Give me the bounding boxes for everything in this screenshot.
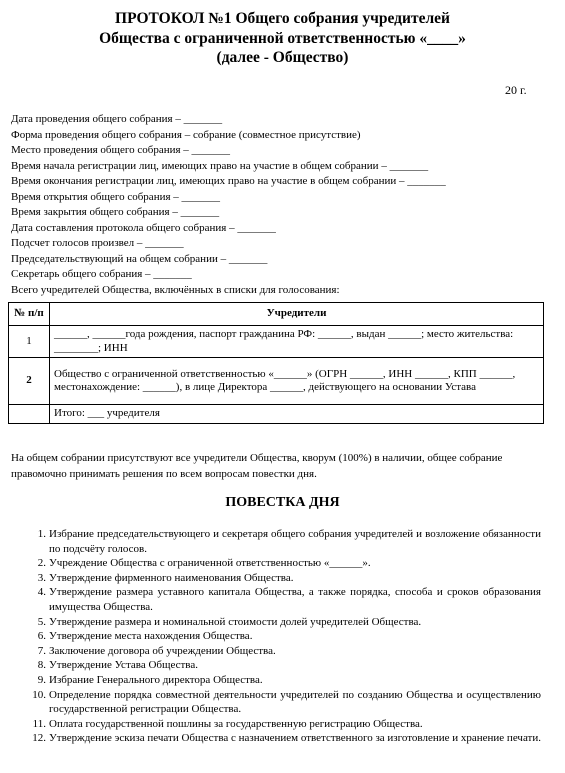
row-number [9,405,50,424]
item-text: Заключение договора об учреждении Общества. [49,644,276,657]
row-number: 1 [9,326,50,358]
item-number: 1. [37,528,46,540]
table-header-row [9,303,544,326]
list-item [0,658,541,673]
item-number: 6. [37,630,46,643]
item-number: 2. [37,557,46,570]
founder-cell: ______, ______года рождения, паспорт гражданина РФ: ______, выдан ______; место жительства: ________; ИНН [50,326,544,358]
item-number: 5. [37,615,46,628]
info-opening-time: Время открытия общего собрания – _______ [11,190,221,203]
info-registration-start: Время начала регистрации лиц, имеющих право на участие в общем собрании – _______ [11,159,429,172]
item-text: Утверждение фирменного наименования Общества. [49,571,294,584]
list-item [0,688,541,717]
doc-title-line-3: (далее - Общество) [216,49,349,66]
column-header-founders: Учредители [50,303,544,326]
doc-date: 20 г. [505,83,527,97]
info-meeting-place: Место проведения общего собрания – _______ [11,144,231,156]
agenda-list [0,527,565,746]
info-chairman: Председательствующий на общем собрании – _______ [11,252,268,265]
doc-title-line-1: ПРОТОКОЛ №1 Общего собрания учредителей [115,10,450,27]
quorum-paragraph: На общем собрании присутствуют все учредители Общества, кворум (100%) в наличии, общее собрание правомочно принимать решения по всем вопросам повестки дня. [11,452,503,480]
meeting-info [11,112,446,298]
item-number: 9. [37,673,46,686]
item-number: 3. [37,571,46,584]
item-number: 12. [32,732,46,745]
list-item [0,615,541,630]
info-protocol-date: Дата составления протокола общего собрания – _______ [11,221,276,234]
agenda-title: ПОВЕСТКА ДНЯ [225,495,340,510]
item-text: Утверждение Устава Общества. [49,659,198,672]
list-item [0,717,541,732]
info-closing-time: Время закрытия общего собрания – _______ [11,206,220,218]
founder-cell: Общество с ограниченной ответственностью «______» (ОГРН ______, ИНН ______, КПП ______, местонахождение: ______), в лице Директора ______, действующего на основании Устава [50,358,544,405]
item-number: 11. [32,717,46,730]
info-vote-counter: Подсчет голосов произвел – _______ [11,237,184,249]
item-text: Учреждение Общества с ограниченной ответственностью «______». [49,557,371,570]
list-item [0,673,541,688]
row-number: 2 [9,358,50,405]
info-secretary: Секретарь общего собрания – _______ [11,268,192,280]
list-item [0,585,541,614]
list-item [0,644,541,659]
item-text: Утверждение размера уставного капитала Общества, а также порядка, способа и сроков образования имущества Общества. [49,586,541,613]
table-row [9,358,544,405]
item-text: Утверждение места нахождения Общества. [49,630,253,643]
founders-table [8,302,544,424]
list-item [0,556,541,571]
doc-title-line-2: Общества с ограниченной ответственностью «____» [99,30,466,47]
info-meeting-date: Дата проведения общего собрания – _______ [11,113,223,125]
table-row [9,326,544,358]
item-number: 8. [37,659,46,672]
list-item [0,527,541,556]
item-text: Утверждение размера и номинальной стоимости долей учредителей Общества. [49,615,422,628]
item-text: Оплата государственной пошлины за государственную регистрацию Общества. [49,717,423,730]
info-meeting-form: Форма проведения общего собрания – собрание (совместное присутствие) [11,128,361,141]
item-text: Избрание Генерального директора Общества. [49,673,263,686]
item-number: 4. [37,586,46,599]
item-text: Утверждение эскиза печати Общества с назначением ответственного за изготовление и хранение печати. [49,732,541,745]
total-cell: Итого: ___ учредителя [50,405,544,424]
item-number: 10. [32,688,46,701]
table-row-total [9,405,544,424]
info-registration-end: Время окончания регистрации лиц, имеющих право на участие в общем собрании – _______ [11,175,446,187]
list-item [0,731,541,746]
item-text: Определение порядка совместной деятельности учредителей по созданию Общества и осуществлению государственной регистрации Общества. [49,688,541,716]
info-founders-total: Всего учредителей Общества, включённых в списки для голосования: [11,283,340,296]
list-item [0,629,541,644]
item-number: 7. [37,644,46,657]
column-header-number: № п/п [9,303,50,326]
list-item [0,571,541,586]
item-text: Избрание председательствующего и секретаря общего собрания учредителей и возложение обязанности по подсчёту голосов. [49,528,541,555]
